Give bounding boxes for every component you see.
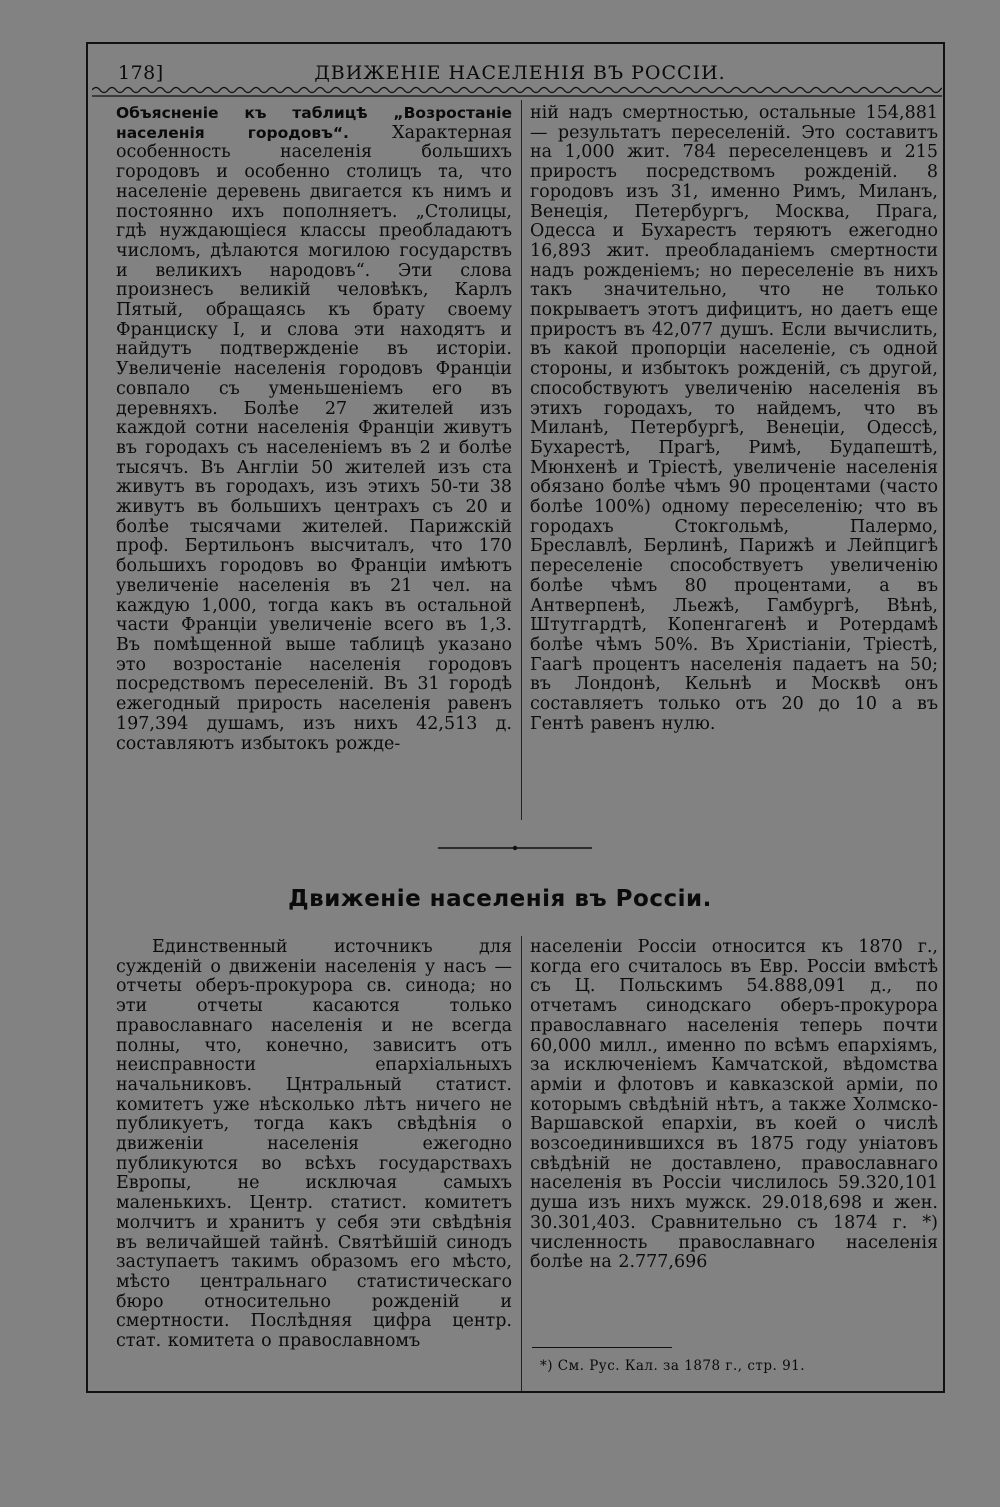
section-title: Движеніе населенія въ Россіи.	[288, 886, 712, 912]
section-divider-ornament	[438, 844, 592, 852]
running-title: ДВИЖЕНІЕ НАСЕЛЕНІЯ ВЪ РОССІИ.	[314, 62, 726, 84]
article1-right-text: ній надъ смертностью, остальные 154,881— результатъ переселеній. Это составитъ на 1,000 жит. 784 переселенцевъ и 215 приростъ посредствомъ рожденій. 8 городовъ изъ 31, именно Римъ, Миланъ, Венеція, Петербургъ, Москва, Прага, Одесса и Бухарестъ теряютъ ежегодно 16,893 жит. преобладаніемъ смертности надъ рожденіемъ; но переселеніе въ нихъ такъ значительно, что не только покрываетъ этотъ дифицитъ, но даетъ еще приростъ въ 42,077 душъ. Если вычислить, въ какой пропорціи населеніе, съ одной стороны, и избытокъ рожденій, съ другой, способствуютъ увеличенію населенія въ этихъ городахъ, то найдемъ, что въ Миланѣ, Петербургѣ, Венеціи, Одессѣ, Бухарестѣ, Прагѣ, Римѣ, Будапештѣ, Мюнхенѣ и Тріестѣ, увеличеніе населенія обязано болѣе чѣмъ 90 процентами (часто болѣе 100%) одному переселенію; что въ городахъ Стокгольмѣ, Палермо, Бреславлѣ, Берлинѣ, Парижѣ и Лейпцигѣ переселеніе способствуетъ увеличенію болѣе чѣмъ 80 процентами, а въ Антверпенѣ, Льежѣ, Гамбургѣ, Вѣнѣ, Штутгардтѣ, Копенгагенѣ и Ротердамѣ болѣе чѣмъ 50%. Въ Христіаніи, Тріестѣ, Гаагѣ процентъ населенія падаетъ на 50; въ Лондонѣ, Кельнѣ и Москвѣ онъ составляетъ только отъ 20 до 10 а въ Гентѣ равенъ нулю.	[530, 103, 938, 734]
article1-lead: Объясненіе къ таблицѣ „Возростаніе населенія городовъ“.	[116, 104, 512, 142]
article1-left-text: Характерная особенность населенія большихъ городовъ и особенно столицъ та, что населеніе деревень двигается къ нимъ и постоянно ихъ пополняетъ. „Столицы, гдѣ нуждающіеся классы преобладаютъ числомъ, дѣлаются могилою государствъ и великихъ народовъ“. Эти слова произнесъ великій человѣкъ, Карлъ Пятый, обращаясь къ брату своему Франциску I, и слова эти находятъ и найдутъ подтвержденіе въ исторіи. Увеличеніе населенія городовъ Франціи совпало съ уменьшеніемъ его въ деревняхъ. Болѣе 27 жителей изъ каждой сотни населенія Франціи живутъ въ городахъ съ населеніемъ въ 2 и болѣе тысячъ. Въ Англіи 50 жителей изъ ста живутъ въ городахъ, изъ этихъ 50-ти 38 живутъ въ большихъ центрахъ съ 20 и болѣе тысячами жителей. Парижскій проф. Бертильонъ высчиталъ, что 170 большихъ городовъ во Франціи имѣютъ увеличеніе населенія въ 21 чел. на каждую 1,000, тогда какъ въ остальной части Франціи увеличеніе всего въ 1,3. Въ помѣщенной выше таблицѣ указано это возростаніе населенія городовъ посредствомъ переселеній. Въ 31 городѣ ежегодный прирость населенія равенъ 197,394 душамъ, изъ нихъ 42,513 д. составляютъ избытокъ рожде-	[116, 122, 512, 754]
column-separator-bottom	[521, 936, 522, 1391]
page-number: 178]	[118, 62, 164, 84]
article2-right-column	[530, 938, 938, 1273]
page-border-right	[943, 42, 945, 1393]
article2-left-text: Единственный источникъ для сужденій о движеніи населенія у насъ — отчеты оберъ-прокурора св. синода; но эти отчеты касаются только православнаго населенія и не всегда полны, что, конечно, зависитъ отъ неисправности епархіальныхъ начальниковъ. Цнтральный статист. комитетъ уже нѣсколько лѣтъ ничего не публикуетъ, тогда какъ свѣдѣнія о движеніи населенія ежегодно публикуются во всѣхъ государствахъ Европы, не исключая самыхъ маленькихъ. Центр. статист. комитетъ молчитъ и хранитъ у себя эти свѣдѣнія въ величайшей тайнѣ. Святѣйшій синодъ заступаетъ такимъ образомъ его мѣсто, мѣсто центральнаго статистическаго бюро относительно рожденій и смертности. Послѣдняя цифра центр. стат. комитета о православномъ	[116, 937, 512, 1352]
page-border-bottom	[88, 1391, 944, 1393]
footnote: *) См. Рус. Кал. за 1878 г., стр. 91.	[540, 1358, 806, 1374]
article2-right-text: населеніи Россіи относится къ 1870 г., когда его считалось въ Евр. Россіи вмѣстѣ съ Ц. Польскимъ 54.888,091 д., по отчетамъ синодскаго оберъ-прокурора православнаго населенія теперь почти 60,000 милл., именно по всѣмъ епархіямъ, за исключеніемъ Камчатской, вѣдомства арміи и флотовъ и кавказской арміи, по которымъ свѣдѣній нѣтъ, а также Холмско-Варшавской епархіи, въ коей о числѣ возсоединившихся въ 1875 году уніатовъ свѣдѣній не доставлено, православнаго населенія въ Россіи числилось 59.320,101 душа изъ нихъ мужск. 29.018,698 и жен. 30.301,403. Сравнительно съ 1874 г. *) численность православнаго населенія болѣе на 2.777,696	[530, 937, 938, 1273]
article1-right-column	[530, 104, 938, 735]
page-border-left	[86, 42, 88, 1393]
article2-left-column	[116, 938, 512, 1352]
footnote-rule	[532, 1347, 672, 1348]
page-border-top	[88, 42, 944, 44]
article1-left-column	[116, 104, 512, 754]
header-wavy-rule	[92, 84, 942, 98]
column-separator-top	[521, 100, 522, 820]
